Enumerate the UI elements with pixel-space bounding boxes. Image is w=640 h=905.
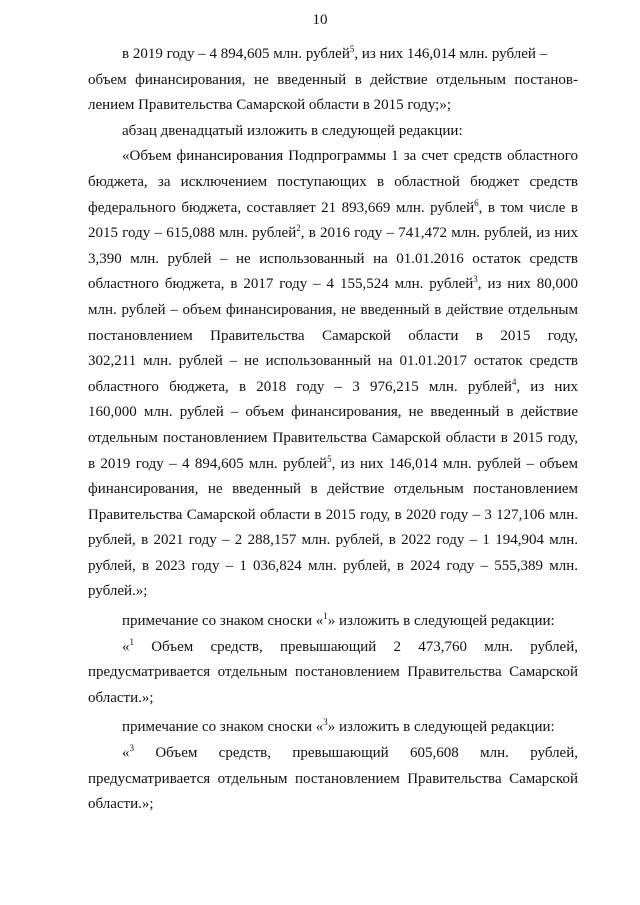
text-line: объем финансирования, не введенный в действие отдельным постанов- xyxy=(88,71,578,88)
footnote-marker: 3 xyxy=(129,743,134,754)
text-line: «Объем финансирования Подпрограммы 1 за счет средств областного xyxy=(122,148,578,165)
text-line: примечание со знаком сноски «$^3$» изложить в следующей редакции: xyxy=(122,717,555,736)
text-line: примечание со знаком сноски «$^1$» изложить в следующей редакции: xyxy=(122,611,555,630)
text-line: постановлением Правительства Самарской области в 2015 году, xyxy=(88,327,578,344)
text-line: 2015 году – 615,088 млн. рублей$^2$, в 2016 году – 741,472 млн. рублей, из них xyxy=(88,223,578,242)
text-line: лением Правительства Самарской области в 2015 году;»; xyxy=(88,97,452,114)
text-line: рублей, в 2023 году – 1 036,824 млн. рублей, в 2024 году – 555,389 млн. xyxy=(88,557,578,574)
text-line: федерального бюджета, составляет 21 893,669 млн. рублей$^6$, в том числе в xyxy=(88,197,578,216)
page-number: 10 xyxy=(312,12,328,28)
text-line: предусматривается отдельным постановлением Правительства Самарской xyxy=(88,664,578,681)
text-line: финансирования, не введенный в действие отдельным постановлением xyxy=(88,481,578,498)
text-line: области.»; xyxy=(88,796,154,813)
text-line: Правительства Самарской области в 2015 году, в 2020 году – 3 127,106 млн. xyxy=(88,506,578,523)
text-line: «$^1$ Объем средств, превышающий 2 473,760 млн. рублей, xyxy=(122,636,578,655)
text-line: 3,390 млн. рублей – не использованный на 01.01.2016 остаток средств xyxy=(88,250,578,267)
document-body xyxy=(88,42,578,818)
text-line: областного бюджета, в 2018 году – 3 976,215 млн. рублей$^4$, из них xyxy=(88,376,578,395)
text-line: области.»; xyxy=(88,689,154,706)
text-line: в 2019 году – 4 894,605 млн. рублей$^5$, из них 146,014 млн. рублей – xyxy=(122,44,548,62)
text-line: в 2019 году – 4 894,605 млн. рублей$^5$, из них 146,014 млн. рублей – объем xyxy=(88,453,578,472)
text-line: «$^3$ Объем средств, превышающий 605,608 млн. рублей, xyxy=(122,743,578,762)
footnote-marker: 3 xyxy=(473,274,478,285)
text-line: бюджета, за исключением поступающих в областной бюджет средств xyxy=(88,173,578,190)
footnote-marker: 1 xyxy=(129,636,134,647)
text-line: абзац двенадцатый изложить в следующей редакции: xyxy=(122,122,463,139)
text-line: 302,211 млн. рублей – не использованный на 01.01.2017 остаток средств xyxy=(88,353,578,370)
footnote-marker: 1 xyxy=(323,611,328,622)
text-line: областного бюджета, в 2017 году – 4 155,524 млн. рублей$^3$, из них 80,000 xyxy=(88,274,578,293)
text-line: рублей.»; xyxy=(88,583,148,600)
footnote-marker: 3 xyxy=(323,717,328,728)
footnote-marker: 6 xyxy=(474,197,479,208)
text-line: 160,000 млн. рублей – объем финансирования, не введенный в действие xyxy=(88,404,578,421)
footnote-marker: 5 xyxy=(327,453,332,464)
text-line: рублей, в 2021 году – 2 288,157 млн. рублей, в 2022 году – 1 194,904 млн. xyxy=(88,532,578,549)
text-line: предусматривается отдельным постановлением Правительства Самарской xyxy=(88,770,578,787)
footnote-marker: 4 xyxy=(511,376,517,387)
footnote-marker: 5 xyxy=(349,44,355,54)
text-line: отдельным постановлением Правительства Самарской области в 2015 году, xyxy=(88,429,578,446)
footnote-marker: 2 xyxy=(296,223,301,234)
text-line: млн. рублей – объем финансирования, не введенный в действие отдельным xyxy=(88,301,578,318)
